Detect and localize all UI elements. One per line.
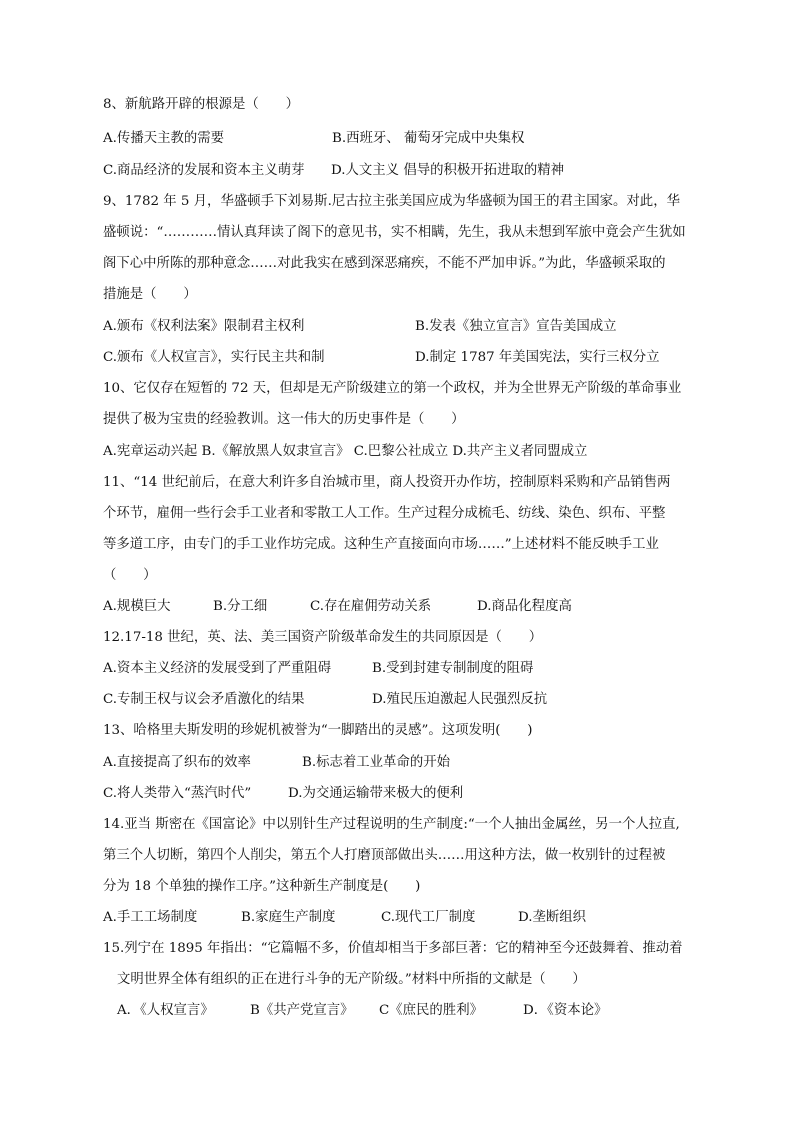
q8-option-c: C.商品经济的发展和资本主义萌芽 <box>103 163 305 178</box>
question-8-stem: 8、新航路开辟的根源是（ ） <box>103 97 299 112</box>
q14-option-b: B.家庭生产制度 <box>241 910 336 925</box>
q15-option-b: B《共产党宣言》 <box>250 1003 354 1018</box>
question-11-stem-line-2: 个环节，雇佣一些行会手工业者和零散工人工作。生产过程分成梳毛、纺线、染色、织布、平整 <box>103 506 666 521</box>
question-11-stem-line-3: 等多道工序，由专门的手工业作坊完成。这种生产直接面向市场……”上述材料不能反映手工业 <box>103 537 659 552</box>
q10-options: A.宪章运动兴起 B.《解放黑人奴隶宣言》 C.巴黎公社成立 D.共产主义者同盟成立 <box>103 444 588 459</box>
q8-option-a: A.传播天主教的需要 <box>103 131 225 146</box>
question-15-stem-line-1: 15.列宁在 1895 年指出：“它篇幅不多，价值却相当于多部巨著：它的精神至今还鼓舞着、推动着 <box>103 941 683 956</box>
q13-option-c: C.将人类带入“蒸汽时代” <box>103 786 252 801</box>
q14-option-c: C.现代工厂制度 <box>381 910 476 925</box>
q15-option-c: C《庶民的胜利》 <box>379 1003 483 1018</box>
q12-option-d: D.殖民压迫激起人民强烈反抗 <box>372 692 548 707</box>
question-9-stem-line-4: 措施是（ ） <box>103 287 197 302</box>
q11-option-d: D.商品化程度高 <box>477 599 572 614</box>
q15-option-a: A．《人权宣言》 <box>117 1003 214 1018</box>
q11-option-c: C.存在雇佣劳动关系 <box>310 599 432 614</box>
q9-option-d: D.制定 1787 年美国宪法，实行三权分立 <box>415 350 660 365</box>
q14-option-d: D.垄断组织 <box>518 910 587 925</box>
q13-option-b: B.标志着工业革命的开始 <box>302 755 451 770</box>
question-9-stem-line-2: 盛顿说：“…………情认真拜读了阁下的意见书，实不相瞒，先生，我从未想到军旅中竟会产生犹如 <box>103 225 686 240</box>
q11-option-a: A.规模巨大 <box>103 599 171 614</box>
question-15-stem-line-2: 文明世界全体有组织的正在进行斗争的无产阶级。”材料中所指的文献是（ ） <box>117 972 586 987</box>
question-11-stem-line-1: 11、“14 世纪前后，在意大利许多自治城市里，商人投资开办作坊，控制原料采购和产品销售两 <box>103 475 671 490</box>
question-14-stem-line-2: 第三个人切断，第四个人削尖，第五个人打磨顶部做出头……用这种方法，做一枚别针的过程被 <box>103 848 666 863</box>
q9-option-c: C.颁布《人权宣言》，实行民主共和制 <box>103 350 325 365</box>
q9-option-b: B.发表《独立宣言》宣告美国成立 <box>415 319 617 334</box>
question-14-stem-line-1: 14.亚当 斯密在《国富论》中以别针生产过程说明的生产制度:“一个人抽出金属丝，另一个人拉直, <box>103 817 680 832</box>
q12-option-a: A.资本主义经济的发展受到了严重阻碍 <box>103 661 332 676</box>
question-10-stem-line-2: 提供了极为宝贵的经验教训。这一伟大的历史事件是（ ） <box>103 412 465 427</box>
q15-option-d: D．《资本论》 <box>523 1003 608 1018</box>
q8-option-d: D.人文主义 倡导的积极开拓进取的精神 <box>331 163 565 178</box>
question-11-stem-line-4: （ ） <box>103 568 157 583</box>
question-9-stem-line-3: 阁下心中所陈的那种意念……对此我实在感到深恶痛疾，不能不严加申诉。”为此，华盛顿采取的 <box>103 256 666 271</box>
q8-option-b: B.西班牙、 葡萄牙完成中央集权 <box>332 131 525 146</box>
q12-option-c: C.专制王权与议会矛盾激化的结果 <box>103 692 305 707</box>
question-9-stem-line-1: 9、1782 年 5 月，华盛顿手下刘易斯.尼古拉主张美国应成为华盛顿为国王的君主国家。对此，华 <box>103 194 680 209</box>
question-10-stem-line-1: 10、它仅存在短暂的 72 天，但却是无产阶级建立的第一个政权，并为全世界无产阶级的革命事业 <box>103 381 682 396</box>
q12-option-b: B.受到封建专制制度的阻碍 <box>372 661 534 676</box>
question-13-stem: 13、哈格里夫斯发明的珍妮机被誉为“一脚踏出的灵感”。这项发明( ) <box>103 723 533 738</box>
q11-option-b: B.分工细 <box>213 599 268 614</box>
question-12-stem: 12.17-18 世纪，英、法、美三国资产阶级革命发生的共同原因是（ ） <box>103 630 543 645</box>
q13-option-a: A.直接提高了织布的效率 <box>103 755 251 770</box>
question-14-stem-line-3: 分为 18 个单独的操作工序。”这种新生产制度是( ) <box>103 879 421 894</box>
q14-option-a: A.手工工场制度 <box>103 910 198 925</box>
q13-option-d: D.为交通运输带来极大的便利 <box>288 786 464 801</box>
q9-option-a: A.颁布《权利法案》限制君主权利 <box>103 319 305 334</box>
